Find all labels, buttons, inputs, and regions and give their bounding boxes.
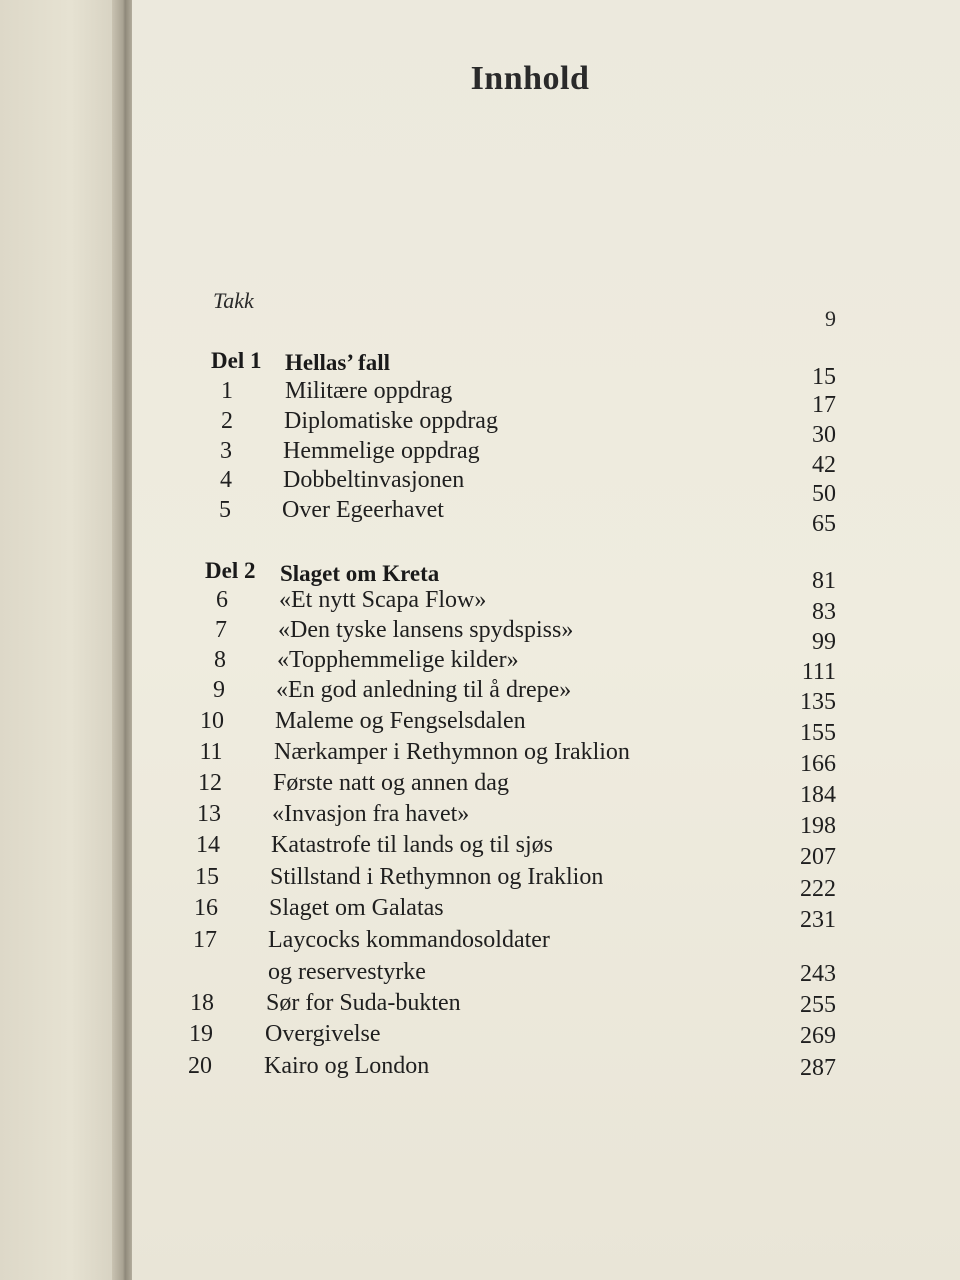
chapter-number: 1 bbox=[221, 378, 233, 404]
chapter-page: 243 bbox=[800, 961, 836, 987]
chapter-number: 18 bbox=[190, 990, 214, 1016]
toc-entry bbox=[0, 617, 960, 655]
chapter-title: Første natt og annen dag bbox=[273, 770, 509, 796]
toc-entry bbox=[0, 801, 960, 839]
chapter-page: 231 bbox=[800, 907, 836, 933]
part-1-title: Hellas’ fall bbox=[285, 350, 390, 375]
chapter-number: 11 bbox=[199, 739, 223, 765]
chapter-number: 4 bbox=[220, 467, 232, 493]
chapter-page: 287 bbox=[800, 1055, 836, 1081]
chapter-number: 17 bbox=[193, 927, 217, 953]
chapter-page: 269 bbox=[800, 1023, 836, 1049]
chapter-number: 2 bbox=[221, 408, 233, 434]
chapter-page: 50 bbox=[812, 481, 836, 507]
part-2-label: Del 2 bbox=[205, 558, 256, 583]
chapter-page: 166 bbox=[800, 751, 836, 777]
chapter-title: Katastrofe til lands og til sjøs bbox=[271, 832, 553, 858]
chapter-title: «Topphemmelige kilder» bbox=[277, 647, 519, 673]
toc-entry bbox=[0, 864, 960, 902]
chapter-title: Kairo og London bbox=[264, 1053, 430, 1079]
toc-entry bbox=[0, 467, 960, 507]
chapter-title: Maleme og Fengselsdalen bbox=[275, 708, 526, 734]
chapter-number: 16 bbox=[194, 895, 218, 921]
chapter-number: 7 bbox=[215, 617, 227, 643]
chapter-page: 83 bbox=[812, 599, 836, 625]
chapter-page: 155 bbox=[800, 720, 836, 746]
toc-entry bbox=[0, 647, 960, 685]
toc-entry bbox=[0, 587, 960, 625]
chapter-title: Over Egeerhavet bbox=[282, 497, 444, 523]
chapter-number: 3 bbox=[220, 438, 232, 464]
part-1-page: 15 bbox=[812, 364, 836, 390]
toc-entry bbox=[0, 497, 960, 537]
chapter-number: 6 bbox=[216, 587, 228, 613]
chapter-page: 222 bbox=[800, 876, 836, 902]
page-title: Innhold bbox=[470, 60, 590, 97]
chapter-page: 30 bbox=[812, 422, 836, 448]
chapter-title: Overgivelse bbox=[265, 1021, 381, 1047]
chapter-page: 184 bbox=[800, 782, 836, 808]
toc-entry bbox=[0, 832, 960, 870]
toc-entry bbox=[0, 770, 960, 808]
toc-entry bbox=[0, 438, 960, 478]
chapter-number: 15 bbox=[195, 864, 219, 890]
chapter-number: 9 bbox=[213, 677, 225, 703]
toc-entry bbox=[0, 1053, 960, 1083]
chapter-title: «En god anledning til å drepe» bbox=[276, 677, 572, 703]
chapter-title: Dobbeltinvasjonen bbox=[283, 467, 465, 493]
part-2-page: 81 bbox=[812, 568, 836, 594]
chapter-number: 5 bbox=[219, 497, 231, 523]
chapter-page: 207 bbox=[800, 844, 836, 870]
chapter-title: Slaget om Galatas bbox=[269, 895, 444, 921]
chapter-title: Laycocks kommandosoldater bbox=[268, 927, 550, 953]
chapter-page: 135 bbox=[800, 689, 836, 715]
chapter-number: 14 bbox=[196, 832, 220, 858]
toc-entry bbox=[0, 708, 960, 746]
front-matter-label: Takk bbox=[213, 288, 254, 313]
chapter-page: 99 bbox=[812, 629, 836, 655]
chapter-title-line2: og reservestyrke bbox=[268, 959, 426, 985]
chapter-page: 65 bbox=[812, 511, 836, 537]
front-matter-page: 9 bbox=[825, 306, 836, 331]
chapter-page: 17 bbox=[812, 392, 836, 418]
toc-entry bbox=[0, 1021, 960, 1051]
chapter-title: «Et nytt Scapa Flow» bbox=[279, 587, 487, 613]
chapter-number: 8 bbox=[214, 647, 226, 673]
chapter-number: 12 bbox=[198, 770, 222, 796]
chapter-page: 255 bbox=[800, 992, 836, 1018]
chapter-page: 198 bbox=[800, 813, 836, 839]
toc-entry-continued bbox=[0, 959, 960, 989]
toc-entry bbox=[0, 990, 960, 1020]
chapter-title: Hemmelige oppdrag bbox=[283, 438, 480, 464]
chapter-page: 42 bbox=[812, 452, 836, 478]
chapter-title: Sør for Suda-bukten bbox=[266, 990, 461, 1016]
toc-entry bbox=[0, 927, 960, 957]
part-2-title: Slaget om Kreta bbox=[280, 561, 440, 586]
chapter-title: Nærkamper i Rethymnon og Iraklion bbox=[274, 739, 630, 765]
toc-entry bbox=[0, 408, 960, 448]
chapter-title: «Invasjon fra havet» bbox=[272, 801, 470, 827]
chapter-number: 13 bbox=[197, 801, 221, 827]
toc-entry bbox=[0, 895, 960, 933]
chapter-title: Stillstand i Rethymnon og Iraklion bbox=[270, 864, 604, 890]
toc-entry bbox=[0, 677, 960, 715]
chapter-number: 10 bbox=[200, 708, 224, 734]
chapter-title: Diplomatiske oppdrag bbox=[284, 408, 498, 434]
chapter-number: 20 bbox=[188, 1053, 212, 1079]
chapter-page: 111 bbox=[801, 659, 836, 685]
toc-entry bbox=[0, 739, 960, 777]
chapter-title: «Den tyske lansens spydspiss» bbox=[278, 617, 574, 643]
chapter-title: Militære oppdrag bbox=[285, 378, 453, 404]
toc-entry bbox=[0, 378, 960, 418]
part-1-label: Del 1 bbox=[211, 348, 262, 373]
chapter-number: 19 bbox=[189, 1021, 213, 1047]
